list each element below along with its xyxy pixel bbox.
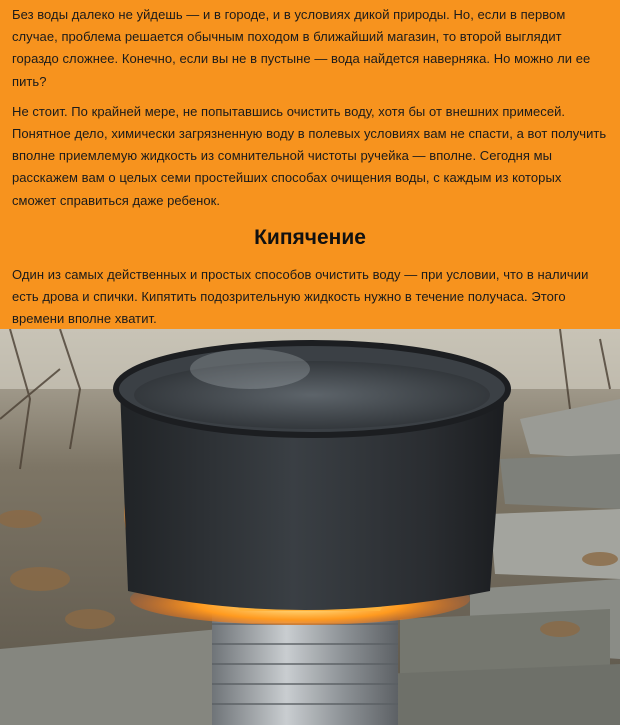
intro-paragraph: Без воды далеко не уйдешь — и в городе, и в условиях дикой природы. Но, если в первом случае, проблема решается обычным походом в ближайший магазин, то второй выглядит гораздо сложнее. Конечно, если вы не в пустыне — вода найдется наверняка. Но можно ли ее пить? <box>12 7 591 89</box>
article-text <box>0 0 620 330</box>
cooking-pot <box>116 343 508 610</box>
section-heading: Кипячение <box>254 225 366 249</box>
boiling-pot-photo <box>0 329 620 725</box>
steam <box>190 349 310 389</box>
photo-illustration <box>0 329 620 725</box>
section-paragraph: Один из самых действенных и простых способов очистить воду — при условии, что в наличии есть дрова и спички. Кипятить подозрительную жидкость нужно в течение получаса. Этого времени вполне хватит. <box>12 266 589 327</box>
second-paragraph: Не стоит. По крайней мере, не попытавшись очистить воду, хотя бы от внешних примесей. Понятное дело, химически загрязненную воду в полевых условиях вам не спасти, а вот получить вполне приемлемую жидкость из сомнительной чистоты ручейка — вполне. Сегодня мы расскажем вам о целых семи простейших способах очищения воды, с каждым из которых сможет справиться даже ребенок. <box>12 103 607 208</box>
